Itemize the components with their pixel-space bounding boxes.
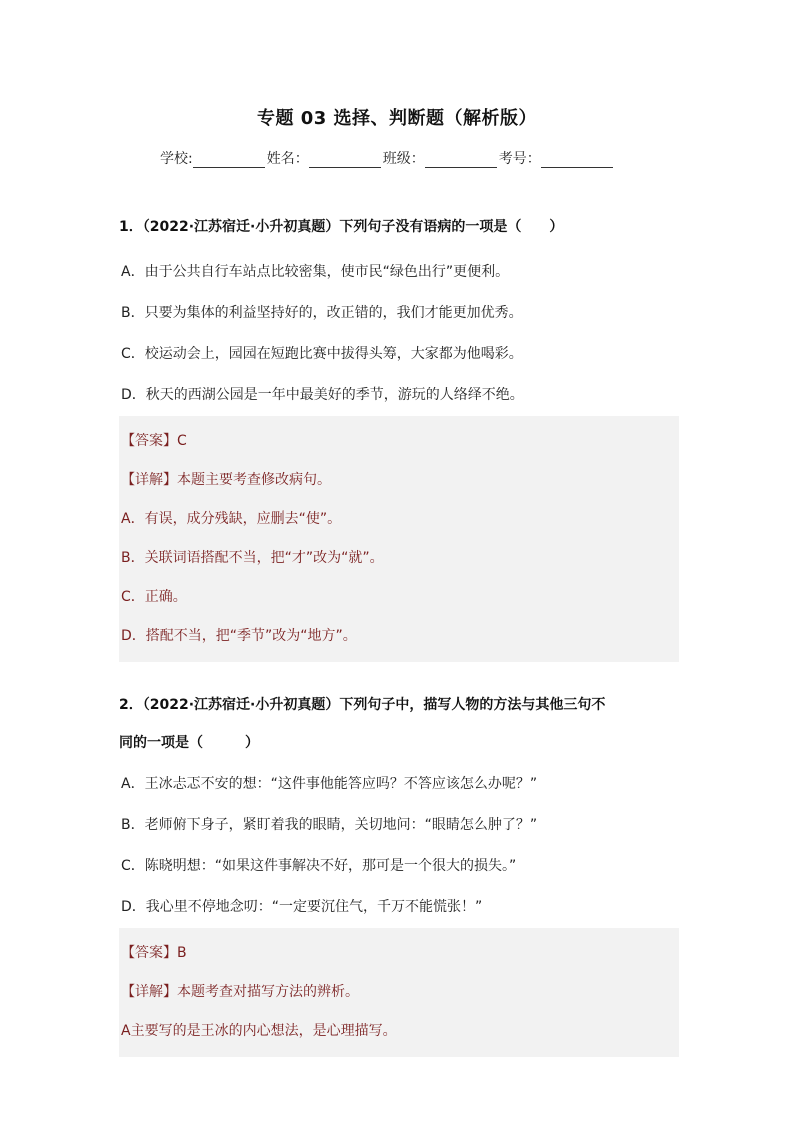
school-blank	[193, 151, 265, 168]
number-label: 考号：	[498, 151, 541, 167]
option-c: C．校运动会上，园园在短跑比赛中拔得头筹，大家都为他喝彩。	[121, 346, 523, 362]
number-field	[499, 148, 615, 168]
question-stem-line-2: 同的一项是（ ）	[119, 735, 259, 751]
page-title: 专题 03 选择、判断题（解析版）	[256, 108, 538, 129]
answer-value: C	[177, 433, 187, 449]
option-a: A．王冰忐忑不安的想：“这件事他能答应吗？不答应该怎么办呢？”	[121, 776, 538, 792]
name-label: 姓名：	[266, 151, 309, 167]
question-stem-line-1: 2．（2022·江苏宿迁·小升初真题）下列句子中，描写人物的方法与其他三句不	[119, 697, 606, 713]
explanation-d: D．搭配不当，把“季节”改为“地方”。	[121, 628, 357, 644]
class-blank	[425, 151, 497, 168]
detail-text: 本题考查对描写方法的辨析。	[177, 984, 359, 1000]
answer-box	[119, 928, 679, 1057]
option-c: C．陈晓明想：“如果这件事解决不好，那可是一个很大的损失。”	[121, 858, 517, 874]
option-a: A．由于公共自行车站点比较密集，使市民“绿色出行”更便利。	[121, 264, 510, 280]
answer-line	[121, 422, 677, 461]
name-blank	[309, 151, 381, 168]
question-2	[119, 690, 679, 1057]
answer-line	[121, 934, 677, 973]
option-b: B．只要为集体的利益坚持好的，改正错的，我们才能更加优秀。	[121, 305, 523, 321]
question-1	[119, 212, 679, 662]
answer-tag: 【答案】	[121, 433, 177, 449]
detail-tag: 【详解】	[121, 984, 177, 1000]
option-d: D．我心里不停地念叨：“一定要沉住气，千万不能慌张！”	[121, 899, 483, 915]
school-label: 学校:	[160, 151, 193, 167]
detail-line	[121, 973, 677, 1012]
explanation-a: A主要写的是王冰的内心想法，是心理描写。	[121, 1023, 397, 1039]
detail-tag: 【详解】	[121, 472, 177, 488]
question-stem: 1．（2022·江苏宿迁·小升初真题）下列句子没有语病的一项是（ ）	[119, 219, 564, 235]
detail-text: 本题主要考查修改病句。	[177, 472, 331, 488]
answer-value: B	[177, 945, 187, 961]
number-blank	[541, 151, 613, 168]
option-b: B．老师俯下身子，紧盯着我的眼睛，关切地问：“眼睛怎么肿了？”	[121, 817, 538, 833]
explanation-c: C．正确。	[121, 589, 187, 605]
explanation-a: A．有误，成分残缺，应删去“使”。	[121, 511, 342, 527]
explanation-b: B．关联词语搭配不当，把“才”改为“就”。	[121, 550, 384, 566]
detail-line	[121, 461, 677, 500]
class-field	[383, 148, 499, 168]
student-info-line	[160, 148, 615, 168]
answer-tag: 【答案】	[121, 945, 177, 961]
school-field	[160, 148, 267, 168]
class-label: 班级：	[382, 151, 425, 167]
answer-box	[119, 416, 679, 662]
name-field	[267, 148, 383, 168]
option-d: D．秋天的西湖公园是一年中最美好的季节，游玩的人络绎不绝。	[121, 387, 524, 403]
